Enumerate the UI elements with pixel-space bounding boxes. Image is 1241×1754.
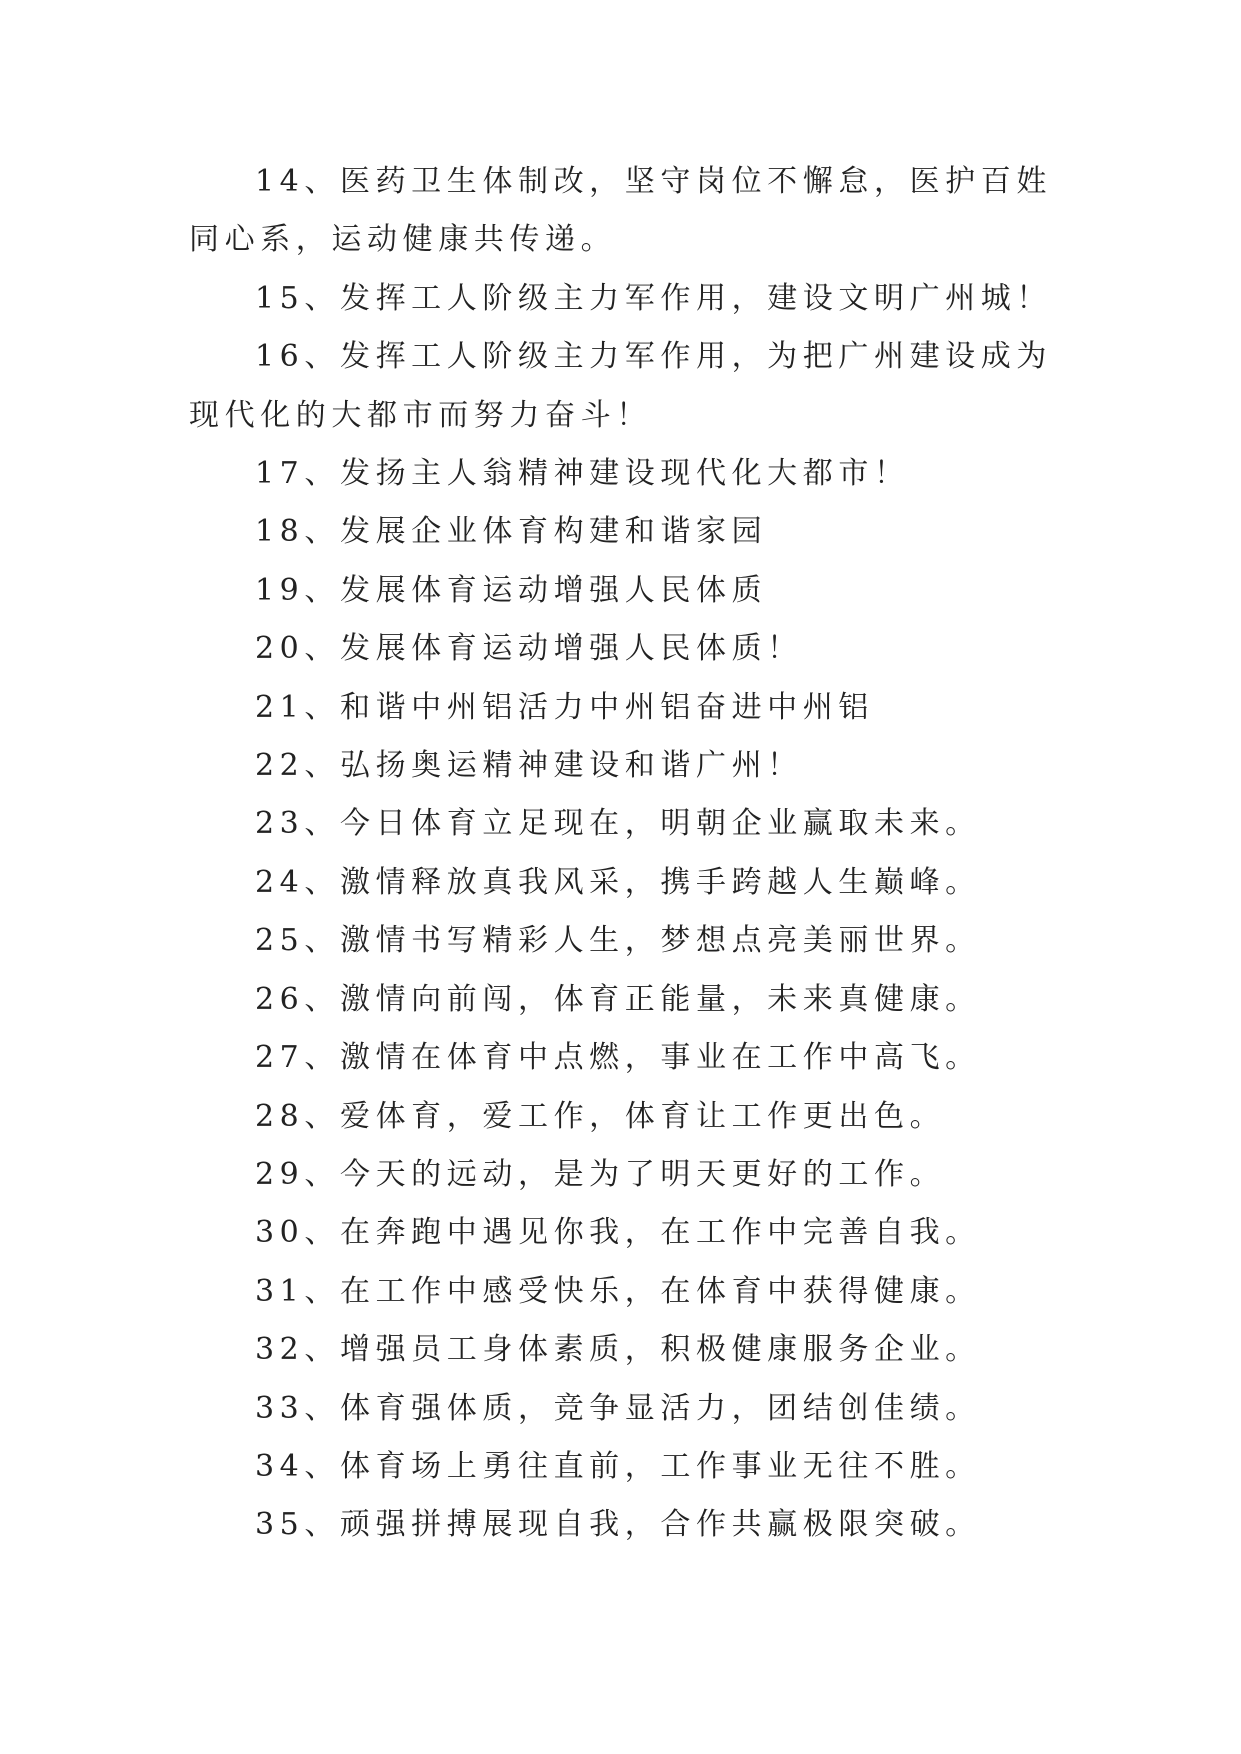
slogan-paragraph: 27、激情在体育中点燃，事业在工作中高飞。 (255, 1040, 981, 1076)
slogan-paragraph: 26、激情向前闯，体育正能量，未来真健康。 (255, 981, 981, 1017)
slogan-paragraph: 30、在奔跑中遇见你我，在工作中完善自我。 (255, 1215, 981, 1251)
slogan-paragraph: 32、增强员工身体素质，积极健康服务企业。 (255, 1332, 981, 1368)
slogan-paragraph: 14、医药卫生体制改，坚守岗位不懈怠，医护百姓同心系，运动健康共传递。 (189, 164, 1052, 258)
slogan-paragraph: 22、弘扬奥运精神建设和谐广州！ (255, 748, 803, 784)
slogan-paragraph: 23、今日体育立足现在，明朝企业赢取未来。 (255, 806, 981, 842)
slogan-paragraph: 31、在工作中感受快乐，在体育中获得健康。 (255, 1273, 981, 1309)
slogan-paragraph: 16、发挥工人阶级主力军作用，为把广州建设成为现代化的大都市而努力奋斗！ (189, 339, 1052, 433)
slogan-paragraph: 15、发挥工人阶级主力军作用，建设文明广州城！ (255, 280, 1052, 316)
document-body (189, 153, 1055, 1555)
slogan-paragraph: 29、今天的远动，是为了明天更好的工作。 (255, 1156, 946, 1192)
slogan-paragraph: 24、激情释放真我风采，携手跨越人生巅峰。 (255, 864, 981, 900)
slogan-paragraph: 28、爱体育，爱工作，体育让工作更出色。 (255, 1098, 946, 1134)
slogan-paragraph: 19、发展体育运动增强人民体质 (255, 572, 768, 608)
slogan-paragraph: 34、体育场上勇往直前，工作事业无往不胜。 (255, 1448, 981, 1484)
slogan-paragraph: 18、发展企业体育构建和谐家园 (255, 514, 768, 550)
slogan-paragraph: 33、体育强体质，竞争显活力，团结创佳绩。 (255, 1390, 981, 1426)
slogan-paragraph: 35、顽强拼搏展现自我，合作共赢极限突破。 (255, 1507, 981, 1543)
slogan-paragraph: 20、发展体育运动增强人民体质！ (255, 631, 803, 667)
slogan-paragraph: 17、发扬主人翁精神建设现代化大都市！ (255, 456, 910, 492)
slogan-paragraph: 21、和谐中州铝活力中州铝奋进中州铝 (255, 689, 874, 725)
slogan-paragraph: 25、激情书写精彩人生，梦想点亮美丽世界。 (255, 923, 981, 959)
